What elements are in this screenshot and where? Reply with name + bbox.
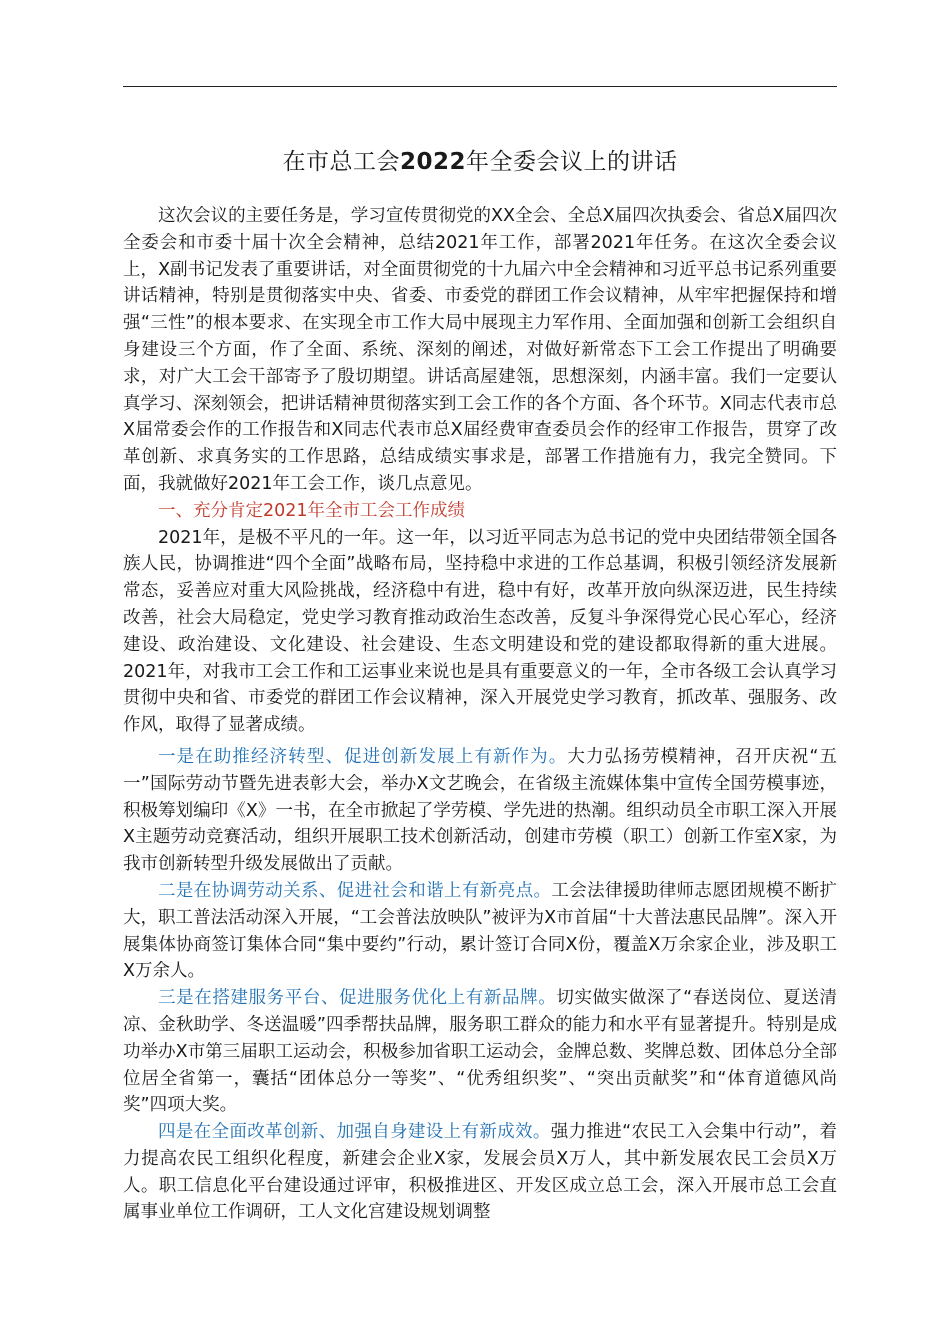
header-rule — [123, 86, 837, 87]
point-body-4: 强力推进“农民工入会集中行动”，着力提高农民工组织化程度，新建会企业X家，发展会员X万人，其中新发展农民工会员X万人。职工信息化平台建设通过评审，积极推进区、开发区成立总工会，深入开展市总工会直属事业单位工作调研，工人文化宫建设规划调整 — [123, 1122, 837, 1223]
point-paragraph-2 — [123, 878, 837, 985]
point-paragraph-1 — [123, 744, 837, 878]
title-prefix: 在市总工会 — [282, 149, 400, 175]
point-body-2: 工会法律援助律师志愿团规模不断扩大，职工普法活动深入开展，“工会普法放映队”被评为X市首届“十大普法惠民品牌”。深入开展集体协商签订集体合同“集中要约”行动，累计签订合同X份，覆盖X万余家企业，涉及职工X万余人。 — [123, 880, 838, 982]
point-body-1: 大力弘扬劳模精神，召开庆祝“五一”国际劳动节暨先进表彰大会，举办X文艺晚会，在省级主流媒体集中宣传全国劳模事迹，积极筹划编印《X》一书，在全市掀起了学劳模、学先进的热潮。组织动员全市职工深入开展X主题劳动竞赛活动，组织开展职工技术创新活动，创建市劳模（职工）创新工作室X家，为我市创新转型升级发展做出了贡献。 — [123, 746, 837, 875]
point-lead-3: 三是在搭建服务平台、促进服务优化上有新品牌。 — [158, 988, 557, 1009]
document-title — [123, 145, 837, 179]
section-heading: 一、充分肯定2021年全市工会工作成绩 — [158, 500, 466, 521]
intro-paragraph: 这次会议的主要任务是，学习宣传贯彻党的XX全会、全总X届四次执委会、省总X届四次全委会和市委十届十次全会精神，总结2021年工作，部署2021年任务。在这次全委会议上，X副书记发表了重要讲话，对全面贯彻党的十九届六中全会精神和习近平总书记系列重要讲话精神，特别是贯彻落实中央、省委、市委党的群团工作会议精神，从牢牢把握保持和增强“三性”的根本要求、在实现全市工作大局中展现主力军作用、全面加强和创新工会组织自身建设三个方面，作了全面、系统、深刻的阐述，对做好新常态下工会工作提出了明确要求，对广大工会干部寄予了殷切期望。讲话高屋建瓴，思想深刻，内涵丰富。我们一定要认真学习、深刻领会，把讲话精神贯彻落实到工会工作的各个方面、各个环节。X同志代表市总X届常委会作的工作报告和X同志代表市总X届经费审查委员会作的经审工作报告，贯穿了改革创新、求真务实的工作思路，总结成绩实事求是，部署工作措施有力，我完全赞同。下面，我就做好2021年工会工作，谈几点意见。 — [123, 206, 837, 494]
point-paragraph-4 — [123, 1119, 837, 1226]
point-lead-1: 一是在助推经济转型、促进创新发展上有新作为。 — [158, 746, 568, 767]
section-paragraph: 2021年，是极不平凡的一年。这一年，以习近平同志为总书记的党中央团结带领全国各族人民，协调推进“四个全面”战略布局，坚持稳中求进的工作总基调，积极引领经济发展新常态，妥善应对重大风险挑战，经济稳中有进，稳中有好，改革开放向纵深迈进，民生持续改善，社会大局稳定，党史学习教育推动政治生态改善，反复斗争深得党心民心军心，经济建设、政治建设、文化建设、社会建设、生态文明建设和党的建设都取得新的重大进展。2021年，对我市工会工作和工运事业来说也是具有重要意义的一年，全市各级工会认真学习贯彻中央和省、市委党的群团工作会议精神，深入开展党史学习教育，抓改革、强服务、改作风，取得了显著成绩。 — [123, 527, 837, 736]
title-year: 2022 — [399, 149, 466, 175]
point-lead-4: 四是在全面改革创新、加强自身建设上有新成效。 — [158, 1122, 551, 1143]
point-lead-2: 二是在协调劳动关系、促进社会和谐上有新亮点。 — [158, 880, 552, 901]
point-paragraph-3 — [123, 985, 837, 1119]
document-body — [123, 203, 837, 1226]
title-suffix: 年全委会议上的讲话 — [466, 149, 678, 175]
point-body-3: 切实做实做深了“春送岗位、夏送清凉、金秋助学、冬送温暖”四季帮扶品牌，服务职工群众的能力和水平有显著提升。特别是成功举办X市第三届职工运动会，积极参加省职工运动会，金牌总数、奖牌总数、团体总分全部位居全省第一，囊括“团体总分一等奖”、“优秀组织奖”、“突出贡献奖”和“体育道德风尚奖”四项大奖。 — [123, 988, 837, 1116]
